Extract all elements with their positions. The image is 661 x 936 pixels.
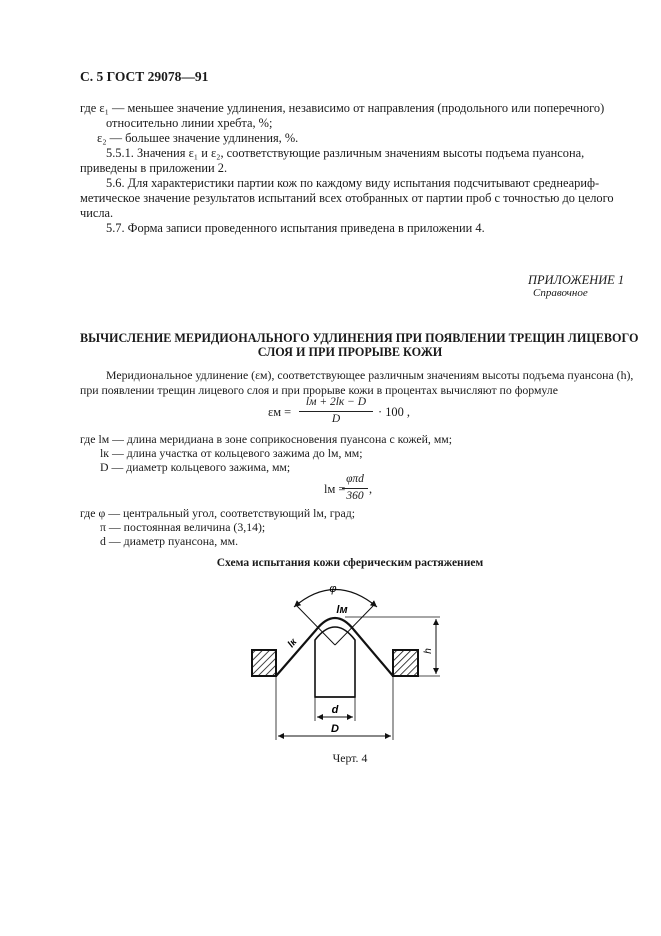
body-line-eps2: ε₂ — большее значение удлинения, %. (97, 131, 299, 145)
body-line-551: 5.5.1. Значения ε₁ и ε₂, соответствующие различным значениям высоты подъема пуансона, (106, 146, 585, 160)
formula2-denominator: 360 (346, 490, 364, 502)
label-lk: lк (285, 636, 300, 650)
right-clamp (393, 650, 418, 676)
defs1-line2: lк — длина участка от кольцевого зажима до lм, мм; (100, 446, 363, 460)
defs1-line1: где lм — длина меридиана в зоне соприкосновения пуансона с кожей, мм; (80, 432, 453, 446)
figure-caption: Черт. 4 (332, 751, 368, 765)
section-paragraph-line2: при появлении трещин лицевого слоя и при прорыве кожи в процентах вычисляют по формуле (80, 383, 558, 397)
label-phi: φ (329, 583, 337, 595)
figure-title: Схема испытания кожи сферическим растяжением (216, 557, 484, 569)
appendix-title: ПРИЛОЖЕНИЕ 1 (528, 273, 625, 287)
formula1-lhs: εм = (268, 405, 292, 419)
appendix-subtitle: Справочное (533, 287, 588, 299)
defs2-line1: где φ — центральный угол, соответствующий lм, град; (80, 506, 355, 520)
formula2-tail: , (369, 482, 373, 496)
section-title-line2: СЛОЯ И ПРИ ПРОРЫВЕ КОЖИ (257, 345, 443, 359)
formula2-fraction (342, 473, 368, 505)
body-line-eps1-cont: относительно линии хребта, %; (106, 116, 273, 130)
defs2-line3: d — диаметр пуансона, мм. (100, 534, 239, 548)
formula2-lhs: lм = (324, 482, 346, 496)
body-line-56-end: числа. (80, 206, 114, 220)
formula2-numerator: φπd (346, 473, 364, 485)
body-line-57: 5.7. Форма записи проведенного испытания приведена в приложении 4. (106, 221, 485, 235)
formula1-denominator: D (331, 413, 341, 425)
defs2-line2: π — постоянная величина (3,14); (100, 520, 266, 534)
label-D: D (331, 723, 339, 735)
section-title-line1: ВЫЧИСЛЕНИЕ МЕРИДИОНАЛЬНОГО УДЛИНЕНИЯ ПРИ ПОЯВЛЕНИИ ТРЕЩИН ЛИЦЕВОГО (80, 331, 639, 345)
body-line-56-cont: метическое значение результатов испытаний всех отобранных от партии проб с точностью до целого (80, 191, 614, 205)
label-lm: lм (336, 604, 348, 616)
defs1-line3: D — диаметр кольцевого зажима, мм; (100, 460, 291, 474)
body-line-551-cont: приведены в приложении 2. (80, 161, 228, 175)
body-line-eps1: где ε₁ — меньшее значение удлинения, независимо от направления (продольного или поперечного) (80, 101, 605, 115)
formula1-fraction-bar (299, 411, 373, 412)
formula1-tail: · 100 , (378, 405, 411, 419)
formula1-fraction (299, 396, 373, 428)
formula1-numerator: lм + 2lк − D (305, 396, 367, 408)
formula2-fraction-bar (342, 488, 368, 489)
left-clamp (252, 650, 276, 676)
body-line-56: 5.6. Для характеристики партии кож по каждому виду испытания подсчитывают среднеариф- (106, 176, 600, 190)
section-paragraph-line1: Меридиональное удлинение (εм), соответствующее различным значениям высоты подъема пуансона (h), (106, 368, 634, 382)
punch (315, 627, 355, 697)
page-header: С. 5 ГОСТ 29078—91 (80, 69, 209, 84)
figure-diagram (240, 575, 450, 745)
label-d: d (331, 704, 339, 716)
label-h: h (423, 648, 434, 654)
